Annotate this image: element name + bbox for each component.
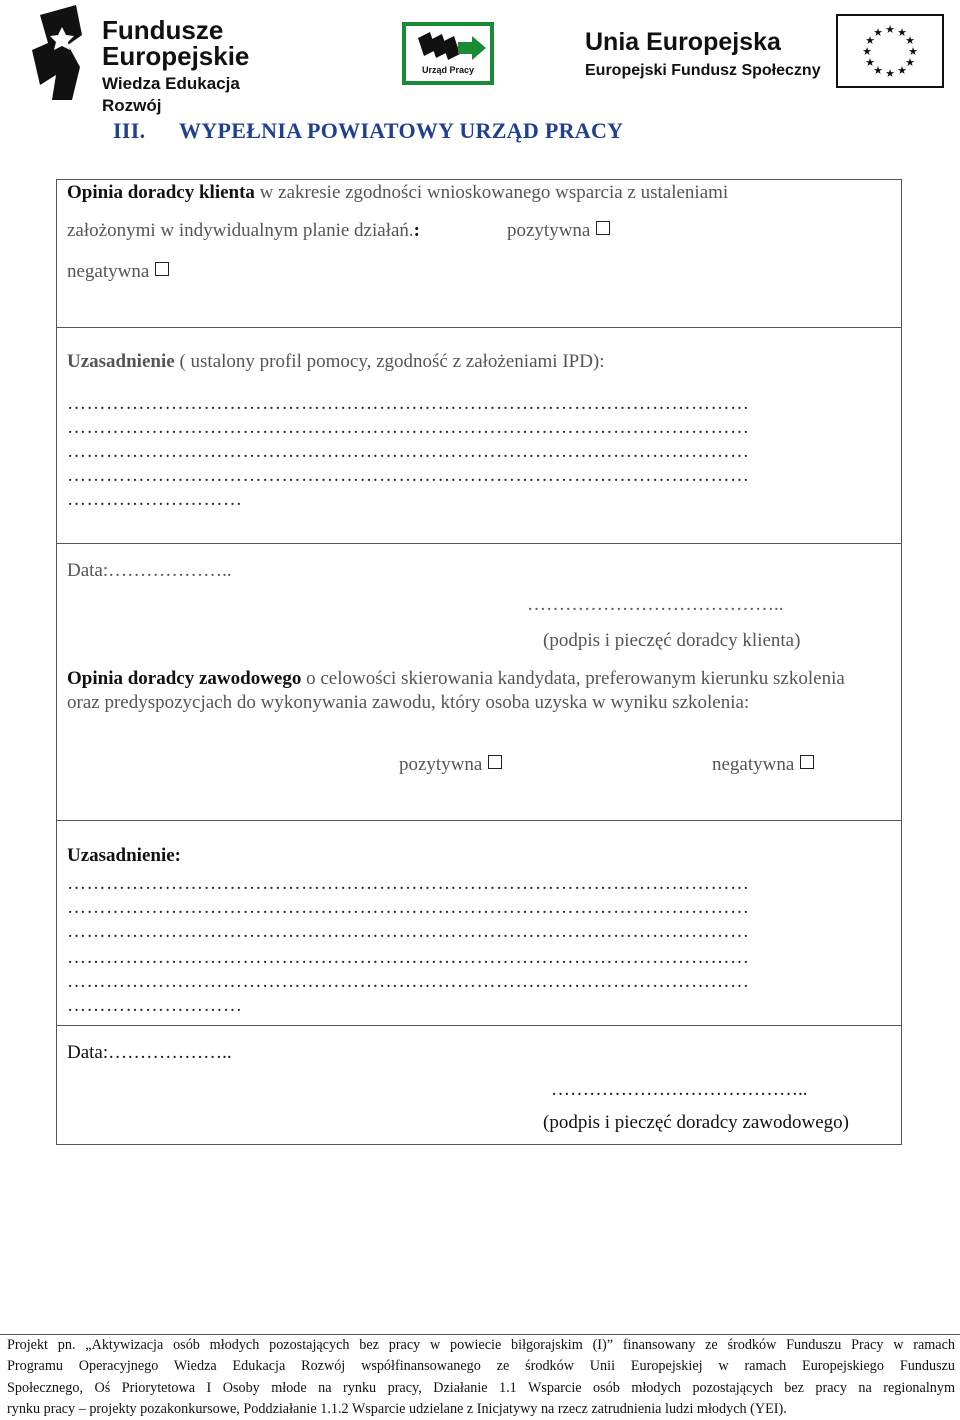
career-signature-line[interactable]: …………………………………..	[551, 1079, 808, 1100]
svg-text:★: ★	[873, 64, 883, 77]
career-positive-option[interactable]	[399, 753, 502, 777]
career-opinion-heading	[67, 667, 867, 715]
career-justification-line[interactable]: ……………………………………………………………………………………………	[67, 971, 750, 992]
svg-text:★: ★	[885, 67, 895, 80]
career-negative-option[interactable]	[712, 753, 814, 777]
client-negative-option[interactable]	[67, 260, 169, 284]
fe-logo-line3: Wiedza Edukacja Rozwój	[102, 74, 240, 115]
client-negative-checkbox[interactable]	[155, 262, 169, 276]
client-opinion-heading	[67, 181, 728, 205]
divider	[57, 820, 901, 821]
project-footer	[7, 1335, 955, 1420]
divider	[57, 543, 901, 544]
career-positive-checkbox[interactable]	[488, 755, 502, 769]
career-negative-label: negatywna	[712, 754, 795, 775]
client-justification-line[interactable]: ……………………………………………………………………………………………	[67, 393, 750, 414]
divider	[57, 1025, 901, 1026]
ue-logo-line1: Unia Europejska	[585, 28, 781, 56]
divider	[57, 327, 901, 328]
footer-line: Projekt pn. „Aktywizacja osób młodych pozostających bez pracy w powiecie biłgorajskim (I)” finansowany ze środków Funduszu Pracy w ramach	[7, 1337, 955, 1353]
client-justification-line[interactable]: ………………………	[67, 489, 243, 510]
client-opinion-desc: w zakresie zgodności wnioskowanego wsparcia z ustaleniami	[254, 182, 729, 203]
eu-stars-icon	[838, 16, 942, 86]
client-justification-hint: ( ustalony profil pomocy, zgodność z założeniami IPD):	[174, 351, 605, 372]
svg-text:★: ★	[885, 23, 895, 36]
client-opinion-colon: :	[413, 220, 420, 241]
career-signature-label: (podpis i pieczęć doradcy zawodowego)	[543, 1112, 849, 1133]
svg-text:★: ★	[865, 34, 875, 47]
career-negative-checkbox[interactable]	[800, 755, 814, 769]
svg-text:★: ★	[897, 26, 907, 39]
career-opinion-desc: o celowości skierowania kandydata, preferowanym kierunku szkolenia oraz predyspozycjach do wykonywania zawodu, który osoba uzyska w wyniku szkolenia:	[67, 668, 845, 713]
career-opinion-label: Opinia doradcy zawodowego	[67, 668, 302, 689]
client-signature-line[interactable]: …………………………………..	[527, 594, 784, 615]
urzad-pracy-emblem-icon	[406, 28, 490, 68]
client-positive-checkbox[interactable]	[596, 221, 610, 235]
client-signature-label: (podpis i pieczęć doradcy klienta)	[543, 630, 801, 651]
fe-star-icon	[32, 5, 88, 100]
client-opinion-line2-text: założonymi w indywidualnym planie działań.	[67, 220, 414, 241]
client-opinion-line2	[67, 219, 420, 243]
svg-text:★: ★	[862, 45, 872, 58]
client-justification-heading	[67, 350, 605, 374]
svg-text:★: ★	[905, 56, 915, 69]
client-justification-line[interactable]: ……………………………………………………………………………………………	[67, 417, 750, 438]
section-heading	[113, 118, 623, 144]
career-justification-line[interactable]: ……………………………………………………………………………………………	[67, 873, 750, 894]
ue-logo-line2: Europejski Fundusz Społeczny	[585, 62, 821, 79]
fundusze-europejskie-logo	[32, 5, 302, 115]
footer-line: Społecznego, Oś Priorytetowa I Osoby młode na rynku pracy, Działanie 1.1 Wsparcie osób młodych pozostających bez pracy na regionalnym	[7, 1379, 955, 1396]
career-justification-label: Uzasadnienie:	[67, 845, 181, 866]
footer-line: rynku pracy – projekty pozakonkursowe, Poddziałanie 1.1.2 Wsparcie udzielane z Inicjatywy na rzecz zatrudnienia ludzi młodych (YEI).	[7, 1400, 787, 1417]
client-justification-line[interactable]: ……………………………………………………………………………………………	[67, 441, 750, 462]
footer-line: Programu Operacyjnego Wiedza Edukacja Rozwój współfinansowanego ze środków Unii Europejskiej w ramach Europejskiego Funduszu	[7, 1358, 955, 1375]
client-positive-label: pozytywna	[507, 220, 591, 241]
section-number: III.	[113, 118, 146, 143]
career-justification-line[interactable]: ………………………	[67, 995, 243, 1016]
career-justification-line[interactable]: ……………………………………………………………………………………………	[67, 947, 750, 968]
urzad-pracy-label: Urząd Pracy	[421, 65, 475, 75]
unia-europejska-logo-text	[585, 28, 821, 82]
career-justification-line[interactable]: ……………………………………………………………………………………………	[67, 897, 750, 918]
svg-text:★: ★	[908, 45, 918, 58]
svg-text:★: ★	[865, 56, 875, 69]
opinion-form	[56, 179, 902, 1145]
career-positive-label: pozytywna	[399, 754, 483, 775]
career-justification-line[interactable]: ……………………………………………………………………………………………	[67, 921, 750, 942]
client-date-field[interactable]: Data:………………..	[67, 560, 232, 581]
fe-logo-line1: Fundusze	[102, 15, 224, 45]
eu-flag-logo	[836, 14, 944, 88]
career-date-field[interactable]: Data:………………..	[67, 1042, 232, 1063]
svg-text:★: ★	[873, 26, 883, 39]
section-title: WYPEŁNIA POWIATOWY URZĄD PRACY	[179, 118, 624, 143]
client-justification-line[interactable]: ……………………………………………………………………………………………	[67, 465, 750, 486]
fe-logo-line2: Europejskie	[102, 41, 250, 71]
svg-text:★: ★	[905, 34, 915, 47]
svg-text:★: ★	[897, 64, 907, 77]
client-negative-label: negatywna	[67, 261, 150, 282]
client-positive-option[interactable]	[507, 219, 610, 243]
urzad-pracy-logo	[402, 22, 494, 85]
client-justification-label: Uzasadnienie	[67, 351, 175, 372]
client-opinion-label: Opinia doradcy klienta	[67, 182, 255, 203]
